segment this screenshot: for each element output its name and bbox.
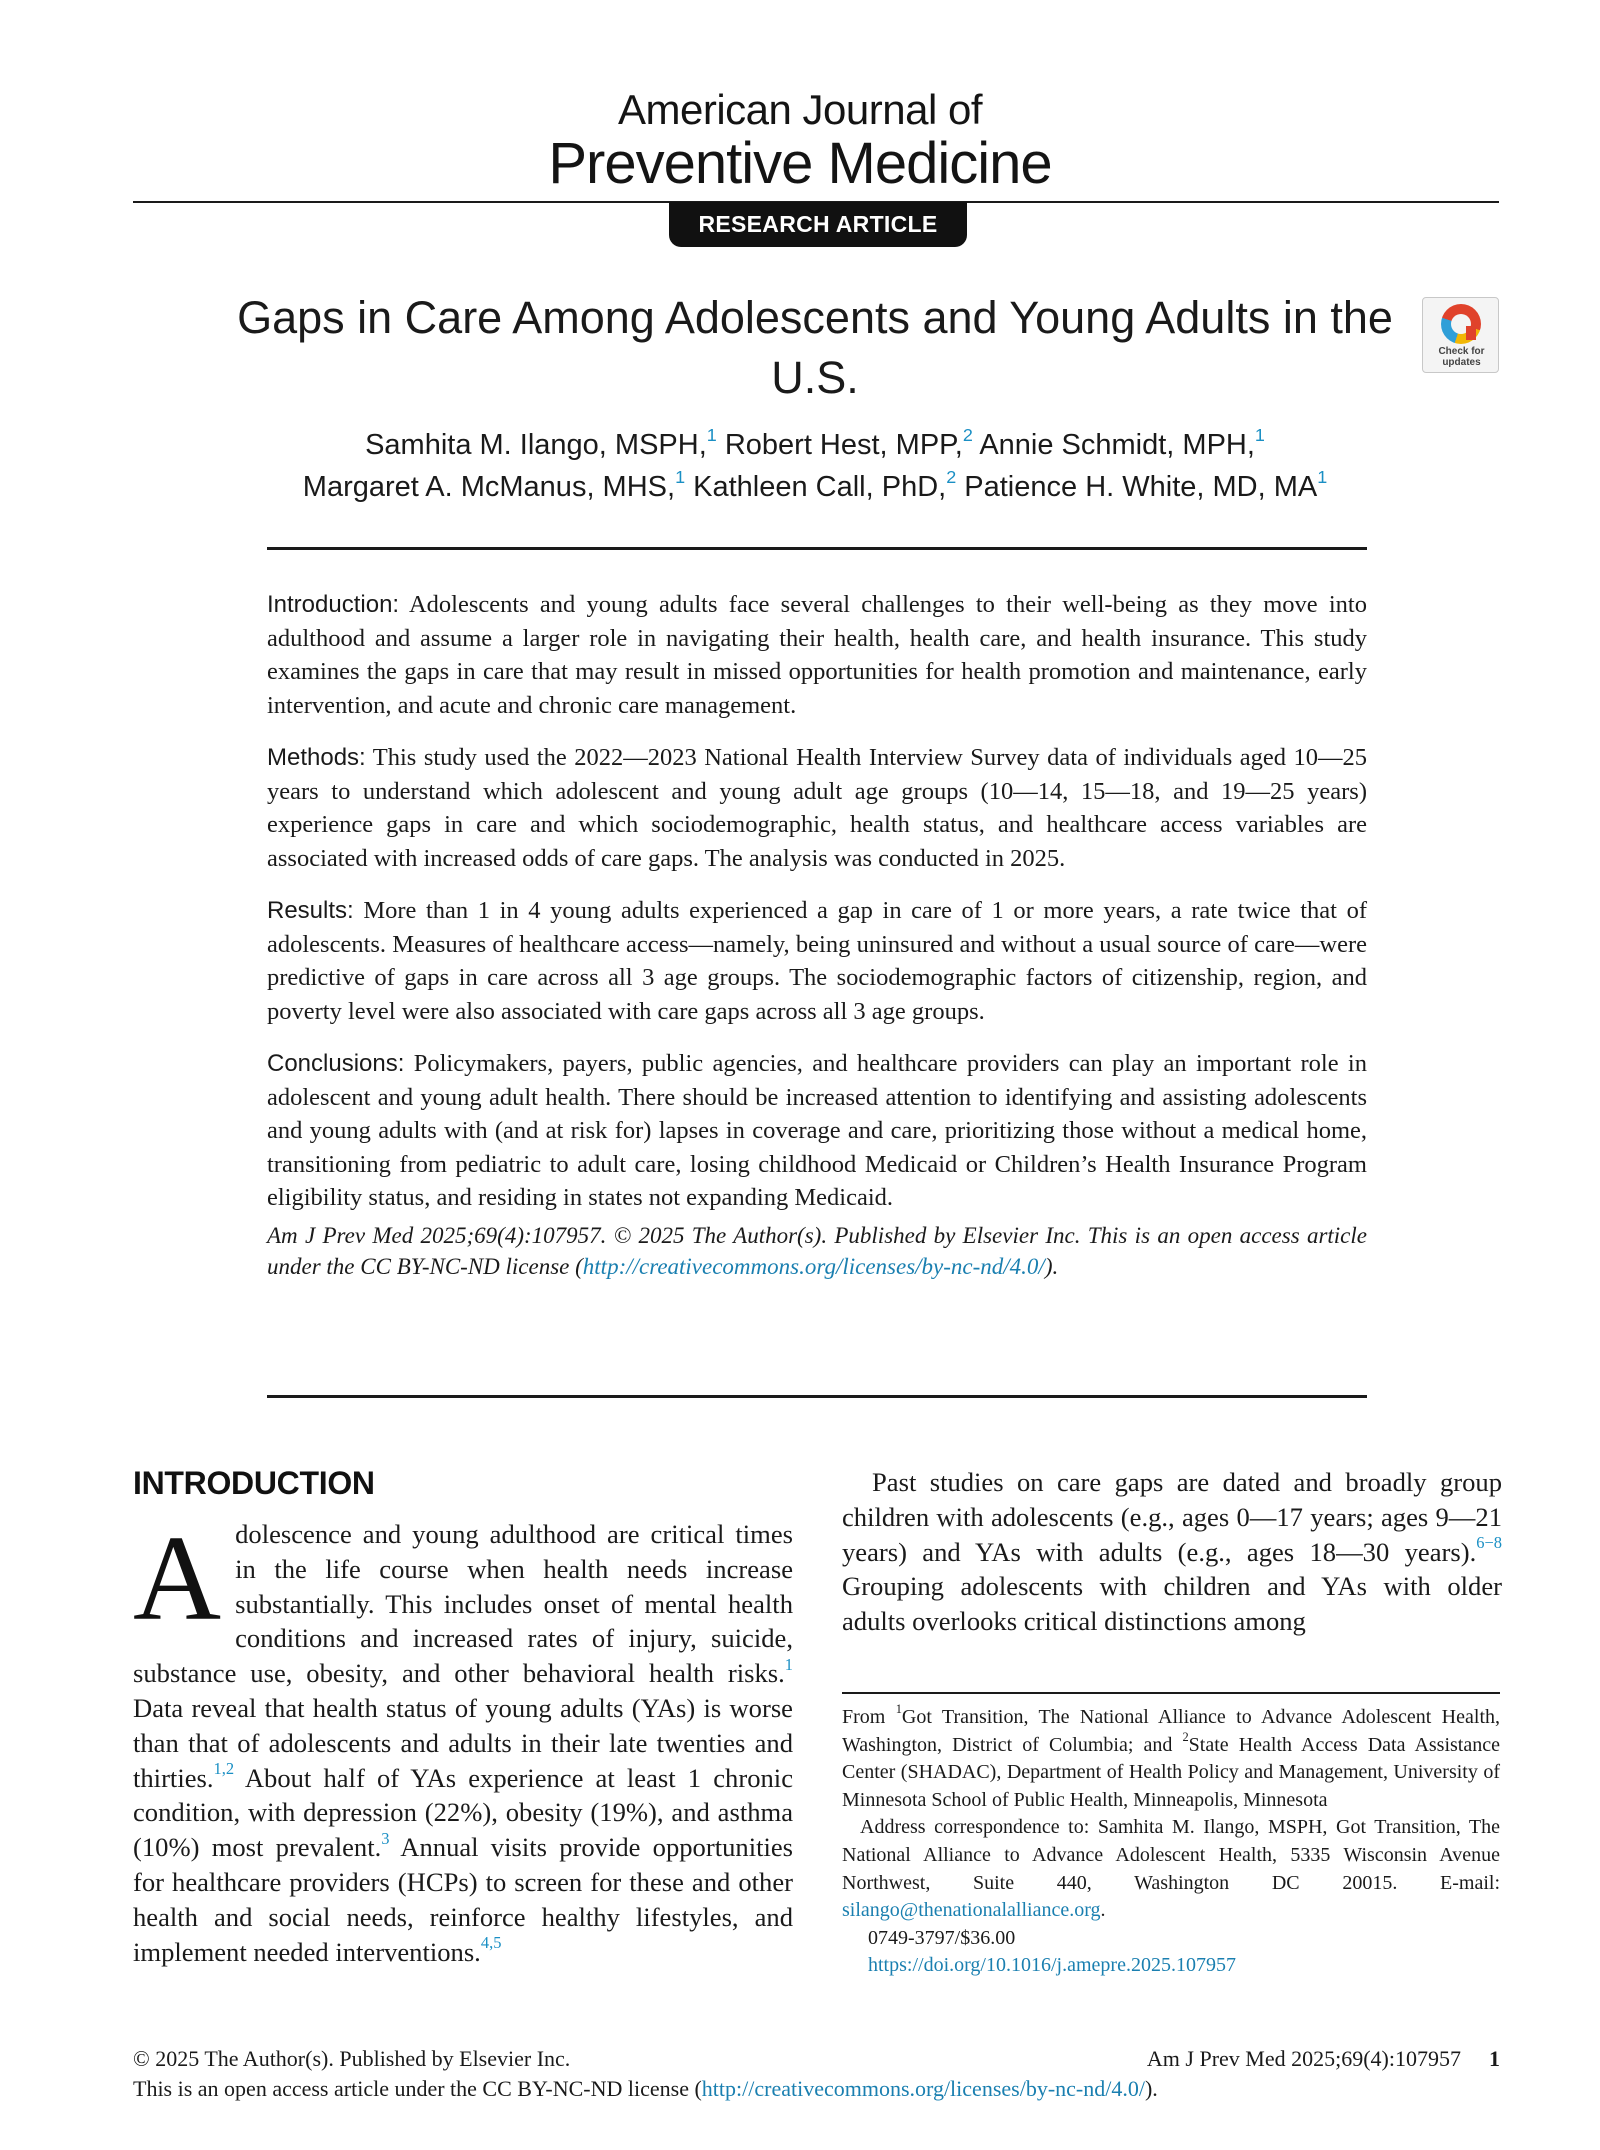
abstract-text: Adolescents and young adults face several challenges to their well-being as they move into adulthood and assume a larger role in navigating their health, health care, and health insurance. This study examines the gaps in care that may result in missed opportunities for health promotion and maintenance, early intervention, and acute and chronic care management. [267, 591, 1367, 719]
reference-link[interactable]: 1,2 [213, 1759, 235, 1779]
footer-journal-ref [1147, 2045, 1500, 2073]
reference-link[interactable]: 6−8 [1476, 1533, 1502, 1553]
abstract-text: More than 1 in 4 young adults experienced a gap in care of 1 or more years, a rate twice that of adolescents. Measures of healthcare access—namely, being uninsured and without a usual source of care—were predictive of gaps in care across all 3 age groups. The sociodemographic factors of citizenship, region, and poverty level were also associated with care gaps across all 3 age groups. [267, 897, 1367, 1025]
body-text: Annual visits provide opportunities for healthcare providers (HCPs) to screen for these and other health and social needs, reinforce healthy lifestyles, and implement needed interventions. [133, 1832, 794, 1967]
abstract-results [267, 894, 1367, 1028]
author-list [180, 424, 1450, 508]
drop-cap: A [133, 1511, 222, 1646]
body-column-right [842, 1465, 1502, 1639]
author-name: Samhita M. Ilango, MSPH, [365, 429, 707, 461]
affiliation-number: 1 [895, 1702, 902, 1717]
author-name: Margaret A. McManus, MHS, [302, 471, 676, 503]
abstract-bottom-rule [267, 1395, 1367, 1398]
citation-end: ). [1044, 1253, 1059, 1279]
reference-link[interactable]: 3 [381, 1828, 390, 1848]
body-text: Data reveal that health status of young adults (YAs) is worse than that of adolescents and adults in their late twenties and thirties. [133, 1692, 793, 1793]
author-name: Annie Schmidt, MPH, [979, 429, 1255, 461]
abstract-top-rule [267, 547, 1367, 550]
abstract-introduction [267, 588, 1367, 722]
license-link[interactable]: http://creativecommons.org/licenses/by-nc-nd/4.0/ [701, 2076, 1145, 2101]
citation-line [267, 1220, 1367, 1282]
reference-link[interactable]: 1 [784, 1654, 793, 1674]
affiliation-ref[interactable]: 2 [946, 466, 957, 487]
affiliation-text [842, 1704, 1500, 1814]
issn: 0749-3797/$36.00 [868, 1926, 1016, 1949]
abstract-conclusions [267, 1047, 1367, 1215]
body-text: Grouping adolescents with children and YAs with older adults overlooks critical distinctions among [842, 1571, 1502, 1637]
email-link[interactable]: silango@thenationalalliance.org [842, 1899, 1101, 1922]
abstract-heading: Introduction: [267, 591, 400, 618]
affiliation-ref[interactable]: 1 [1254, 424, 1265, 445]
author-name: Robert Hest, MPP, [724, 429, 963, 461]
article-title: Gaps in Care Among Adolescents and Young Adults in the U.S. [237, 292, 1393, 403]
journal-name-line2: Preventive Medicine [548, 131, 1052, 196]
article-type-badge: RESEARCH ARTICLE [669, 202, 967, 247]
license-end: ). [1144, 2076, 1158, 2101]
from-label: From [842, 1706, 896, 1728]
affiliation-rule [842, 1692, 1500, 1694]
correspondence: Address correspondence to: Samhita M. Ilango, MSPH, Got Transition, The National Alliance to Advance Adolescent Health, 5335 Wisconsin Avenue Northwest, Suite 440, Washington DC 20015. E-mail: silango@thenationalalliance.org. [842, 1816, 1500, 1922]
body-text: Past studies on care gaps are dated and broadly group children with adolescents (e.g., ages 0—17 years; ages 9—21 years) and YAs with adults (e.g., ages 18—30 years). [842, 1467, 1502, 1567]
doi-link[interactable]: https://doi.org/10.1016/j.amepre.2025.107957 [868, 1954, 1236, 1977]
affiliation-number: 2 [1182, 1730, 1189, 1745]
body-text: dolescence and young adulthood are critical times in the life course when health needs increase substantially. This includes onset of mental health conditions and increased rates of injury, suicide, substance use, obesity, and other behavioral health risks. [133, 1519, 793, 1689]
affiliation-ref[interactable]: 1 [675, 466, 686, 487]
license-link[interactable]: http://creativecommons.org/licenses/by-nc-nd/4.0/ [582, 1253, 1045, 1279]
doi-line [842, 1952, 1500, 1980]
affiliations [842, 1704, 1500, 1980]
reference-link[interactable]: 4,5 [480, 1933, 502, 1953]
affiliation-ref[interactable]: 2 [962, 424, 973, 445]
body-paragraph [842, 1465, 1502, 1639]
affiliation-ref[interactable]: 1 [1317, 466, 1328, 487]
abstract-methods [267, 741, 1367, 875]
abstract-heading: Conclusions: [267, 1050, 405, 1077]
abstract [267, 588, 1367, 1305]
journal-name-line1: American Journal of [617, 86, 982, 133]
body-column-left [133, 1511, 794, 1969]
page-number: 1 [1489, 2046, 1500, 2071]
footer-copyright: © 2025 The Author(s). Published by Elsevier Inc. [133, 2046, 571, 2071]
check-for-updates-label: Check for updates [1438, 346, 1485, 368]
abstract-heading: Results: [267, 897, 354, 924]
citation-text: Am J Prev Med 2025;69(4):107957. © 2025 The Author(s). Published by Elsevier Inc. This is an open access article under the CC BY-NC-ND license ( [267, 1222, 1367, 1279]
affiliation-2: State Health Access Data Assistance Center (SHADAC), Department of Health Policy and Management, University of Minnesota School of Public Health, Minneapolis, Minnesota [842, 1733, 1500, 1811]
check-for-updates-button[interactable] [1422, 297, 1499, 373]
abstract-text: Policymakers, payers, public agencies, and healthcare providers can play an important role in adolescent and young adult health. There should be increased attention to identifying and assisting adolescents and young adults with (and at risk for) lapses in coverage and care, prioritizing those without a medical home, transitioning from pediatric to adult care, losing childhood Medicaid or Children’s Health Insurance Program eligibility status, and residing in states not expanding Medicaid. [267, 1050, 1367, 1211]
author-name: Kathleen Call, PhD, [693, 471, 947, 503]
body-text: About half of YAs experience at least 1 chronic condition, with depression (22%), obesity (19%), and asthma (10%) most prevalent. [133, 1762, 793, 1863]
journal-reference: Am J Prev Med 2025;69(4):107957 [1146, 2046, 1461, 2071]
abstract-text: This study used the 2022—2023 National Health Interview Survey data of individuals aged 10—25 years to understand which adolescent and young adult age groups (10—14, 15—18, and 19—25 years) experience gaps in care and which sociodemographic, health status, and healthcare access variables are associated with increased odds of care gaps. The analysis was conducted in 2025. [267, 744, 1367, 872]
crossmark-icon [1441, 304, 1481, 344]
author-name: Patience H. White, MD, MA [964, 471, 1318, 503]
abstract-heading: Methods: [267, 744, 366, 771]
footer-license [133, 2075, 1158, 2103]
correspondence-text: Address correspondence to: Samhita M. Ilango, MSPH, Got Transition, The National Alliance to Advance Adolescent Health, 5335 Wisconsin Avenue Northwest, Suite 440, Washington DC 20015. E-mail: [842, 1816, 1500, 1894]
affiliation-1: Got Transition, The National Alliance to Advance Adolescent Health, Washington, District of Columbia; and [842, 1706, 1500, 1756]
section-heading: INTRODUCTION [133, 1465, 375, 1501]
license-text: This is an open access article under the CC BY-NC-ND license ( [133, 2076, 702, 2101]
affiliation-ref[interactable]: 1 [706, 424, 717, 445]
